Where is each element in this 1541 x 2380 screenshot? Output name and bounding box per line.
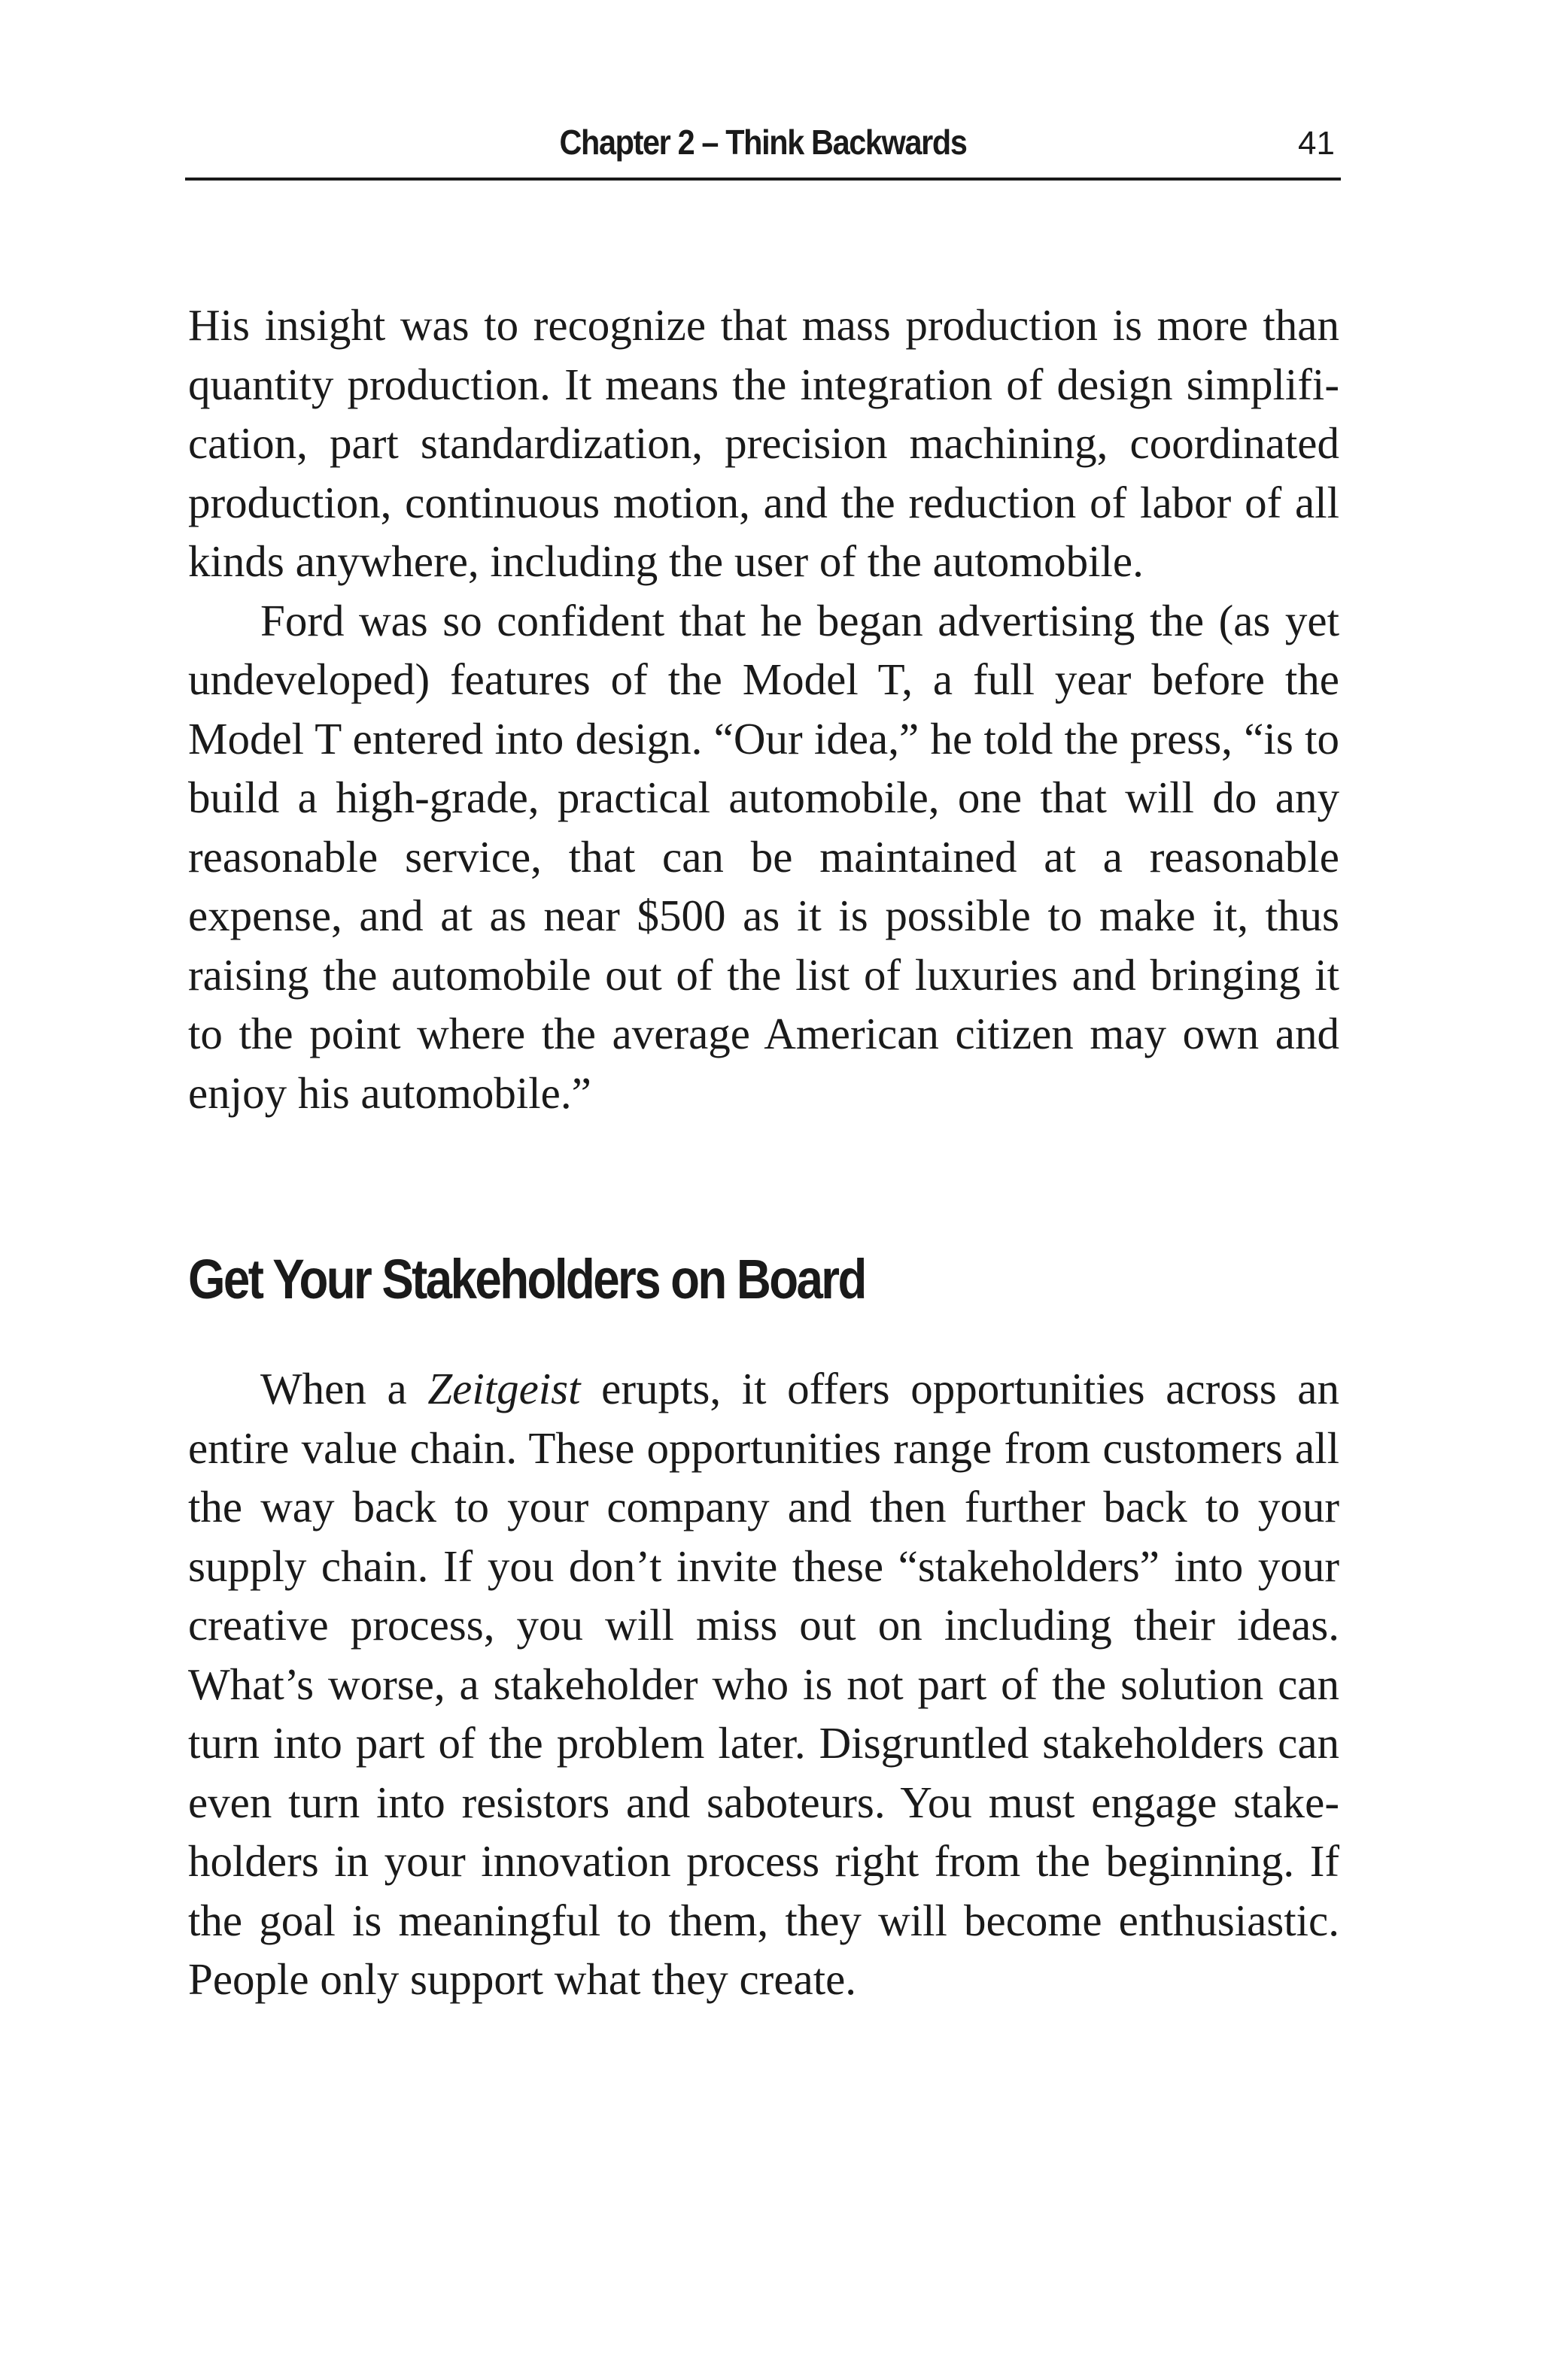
section-heading: Get Your Stakeholders on Board <box>188 1248 865 1310</box>
body-section-stakeholders <box>188 1359 1339 2009</box>
page-number: 41 <box>1298 125 1335 162</box>
paragraph-zeitgeist-rest: erupts, it offers opportunities across an entire value chain. These opportunities range from customers all the way back to your company and then further back to your supply chain. If you don’t invite these “stakeholders” into your creative process, you will miss out on including their ideas. What’s worse, a stakeholder who is not part of the solution can turn into part of the problem later. Disgruntled stakeholders can even turn into resistors and saboteurs. You must engage stakeholders in your innovation process right from the beginning. If the goal is meaningful to them, they will become enthusiastic. People only support what they create. <box>188 1364 1339 2004</box>
running-header <box>185 113 1341 181</box>
paragraph-mass-production: His insight was to recognize that mass production is more than quantity production. It means the integration of design simplification, part standardization, precision machining, coordinated production, continuous motion, and the reduction of labor of all kinds anywhere, including the user of the automobile. <box>188 300 1339 586</box>
paragraph-ford-confident: Ford was so confident that he began advertising the (as yet undeveloped) features of the Model T, a full year before the Model T entered into design. “Our idea,” he told the press, “is to build a high-grade, practical automobile, one that will do any reasonable service, that can be maintained at a reasonable expense, and at as near $500 as it is possible to make it, thus raising the automobile out of the list of luxuries and bringing it to the point where the average American citizen may own and enjoy his automobile.” <box>188 595 1339 1118</box>
body-section-ford <box>188 296 1339 1122</box>
paragraph-zeitgeist <box>188 1359 1339 2009</box>
zeitgeist-term: Zeitgeist <box>427 1364 581 1413</box>
running-title: Chapter 2 – Think Backwards <box>559 123 967 162</box>
paragraph-zeitgeist-start: When a <box>260 1364 428 1413</box>
